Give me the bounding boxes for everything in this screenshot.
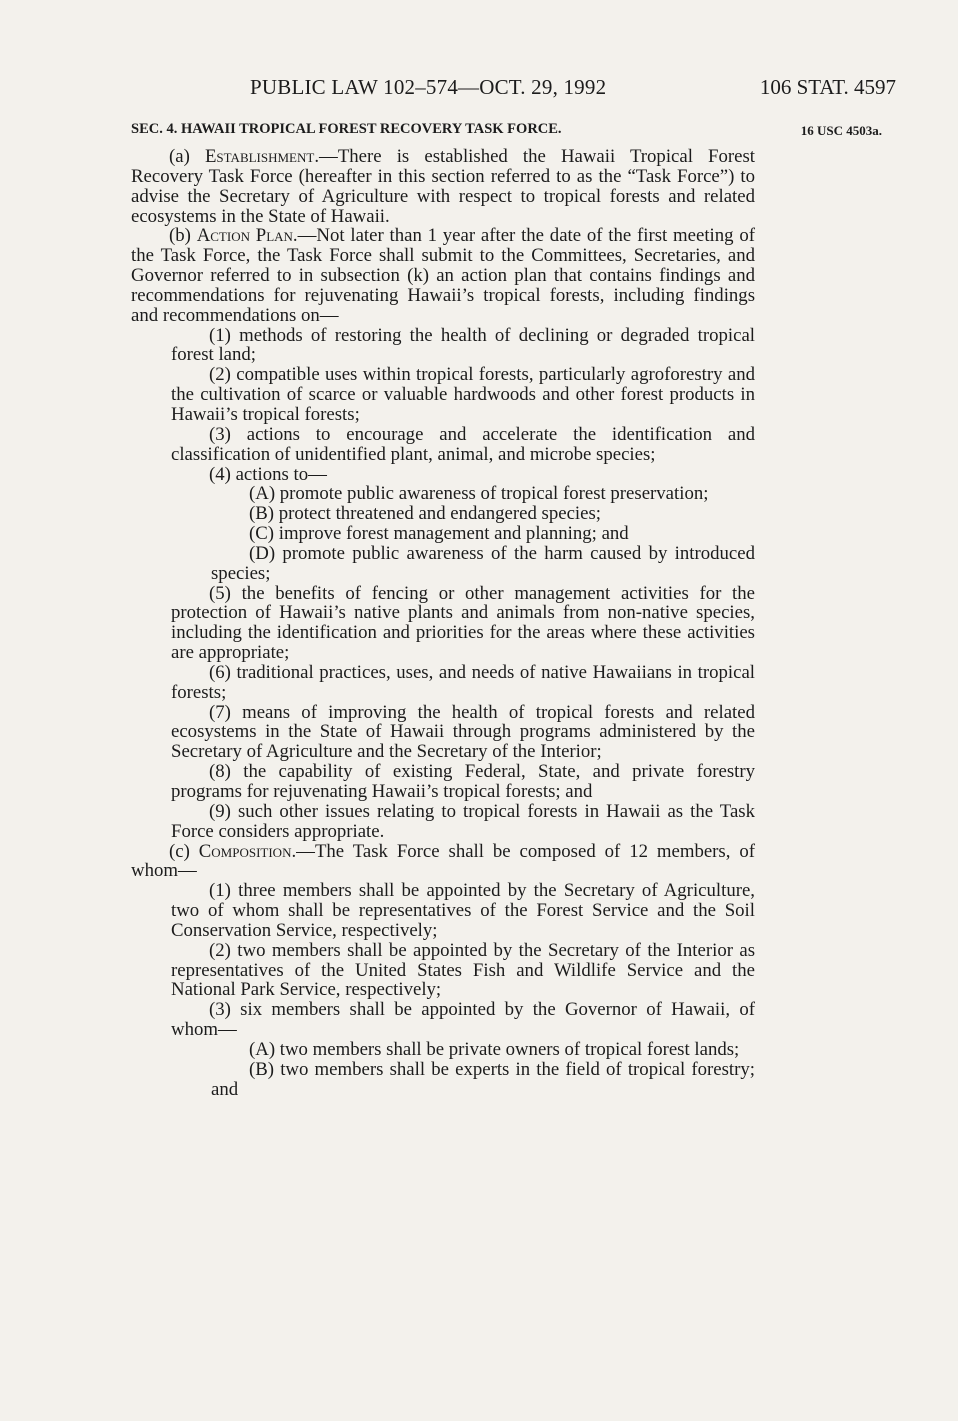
paragraph-c-3: (3) six members shall be appointed by the Governor of Hawaii, of whom— — [171, 999, 755, 1041]
paragraph-b-4-A: (A) promote public awareness of tropical forest preservation; — [249, 483, 709, 505]
paragraph-b-4-D: (D) promote public awareness of the harm caused by introduced species; — [211, 542, 755, 584]
paragraph-b-2: (2) compatible uses within tropical forests, particularly agroforestry and the cultivation of scarce or valuable hardwoods and other forest products in Hawaii’s tropical forests; — [171, 364, 755, 425]
paragraph-a-heading: Establishment — [204, 146, 315, 167]
paragraph-c-text: .—The Task Force shall be composed of 12 members, of whom— — [131, 840, 755, 882]
paragraph-b-5: (5) the benefits of fencing or other management activities for the protection of Hawaii’s native plants and animals from non-native species, including the identification and priorities for the areas where these activities are appropriate; — [171, 582, 755, 664]
margin-note: 16 USC 4503a. — [800, 123, 882, 138]
paragraph-b-9: (9) such other issues relating to tropical forests in Hawaii as the Task Force considers appropriate. — [171, 800, 755, 842]
paragraph-b-heading: Action Plan — [196, 225, 293, 247]
paragraph-b-text: .—Not later than 1 year after the date of the first meeting of the Task Force, the Task Force shall submit to the Committees, Secretaries, and Governor referred to in subsection (k) an action plan that contains findings and recommendations for rejuvenating Hawaii’s tropical forests, including findings and recommendations on— — [131, 225, 755, 326]
paragraph-c-3-A: (A) two members shall be private owners of tropical forest lands; — [249, 1038, 740, 1060]
paragraph-b-4-B: (B) protect threatened and endangered species; — [249, 503, 601, 525]
document-body — [131, 147, 755, 1100]
paragraph-c-label: (c) — [169, 840, 199, 862]
paragraph-b-3: (3) actions to encourage and accelerate the identification and classification of unidentified plant, animal, and microbe species; — [171, 423, 755, 465]
paragraph-c-heading: Composition — [198, 840, 292, 862]
paragraph-a — [131, 147, 755, 226]
paragraph-b-6: (6) traditional practices, uses, and needs of native Hawaiians in tropical forests; — [171, 661, 755, 703]
paragraph-b-1: (1) methods of restoring the health of declining or degraded tropical forest land; — [171, 324, 755, 366]
paragraph-c-1: (1) three members shall be appointed by the Secretary of Agriculture, two of whom shall be representatives of the Forest Service and the Soil Conservation Service, respectively; — [171, 880, 755, 941]
paragraph-c-3-B: (B) two members shall be experts in the field of tropical forestry; and — [211, 1058, 755, 1100]
paragraph-b-4: (4) actions to— — [209, 463, 327, 485]
section-heading: SEC. 4. HAWAII TROPICAL FOREST RECOVERY TASK FORCE. — [131, 121, 562, 137]
paragraph-a-text: .—There is established the Hawaii Tropical Forest Recovery Task Force (hereafter in this section referred to as the “Task Force”) to advise the Secretary of Agriculture with respect to tropical forests and related ecosystems in the State of Hawaii. — [131, 146, 755, 227]
paragraph-b-4-C: (C) improve forest management and planning; and — [249, 523, 629, 545]
page-header-stat: 106 STAT. 4597 — [759, 75, 896, 99]
paragraph-c — [131, 842, 755, 882]
paragraph-c-2: (2) two members shall be appointed by the Secretary of the Interior as representatives of the United States Fish and Wildlife Service and the National Park Service, respectively; — [171, 939, 755, 1001]
page-header-title: PUBLIC LAW 102–574—OCT. 29, 1992 — [250, 75, 607, 99]
paragraph-a-label: (a) — [169, 146, 205, 167]
paragraph-b-label: (b) — [169, 225, 197, 247]
paragraph-b — [131, 226, 755, 325]
paragraph-b-8: (8) the capability of existing Federal, State, and private forestry programs for rejuvenating Hawaii’s tropical forests; and — [171, 761, 755, 802]
paragraph-b-7: (7) means of improving the health of tropical forests and related ecosystems in the State of Hawaii through programs administered by the Secretary of Agriculture and the Secretary of the Interior; — [171, 701, 755, 763]
